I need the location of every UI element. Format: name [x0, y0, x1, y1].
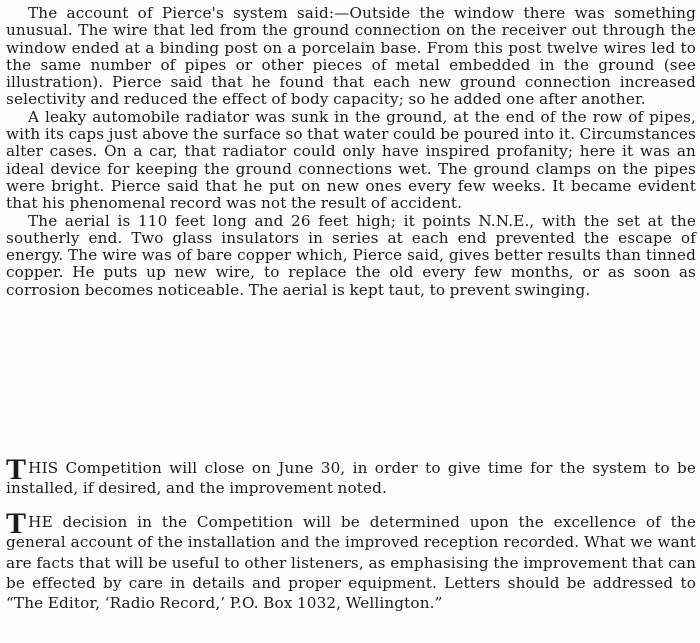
notice-text: HE decision in the Competition will be determined upon the excellence of the general account of the installation and the improved reception recorded. What we want are facts that will be useful to other listeners, as emphasising the improvement that can be effected by care in details and proper equipment. Letters should be addressed to “The Editor, ‘Radio Record,’ P.O. Box 1032, Wellington.”: [6, 513, 696, 613]
notice-text: HIS Competition will close on June 30, in order to give time for the system to be installed, if desired, and the improvement noted.: [6, 459, 696, 497]
article-paragraph-1: The account of Pierce's system said:—Outside the window there was something unusual. The wire that led from the ground connection on the receiver out through the window ended at a binding post on a porcelain base. From this post twelve wires led to the same number of pipes or other pieces of metal embedded in the ground (see illustration). Pierce said that he found that each new ground connection increased selectivity and reduced the effect of body capacity; so he added one after another.: [6, 4, 696, 109]
article-body: [6, 5, 696, 299]
article-paragraph-2: A leaky automobile radiator was sunk in the ground, at the end of the row of pipes, with its caps just above the surface so that water could be poured into it. Circumstances alter cases. On a car, that radiator could only have inspired profanity; here it was an ideal device for keeping the ground connections wet. The ground clamps on the pipes were bright. Pierce said that he put on new ones every few weeks. It became evident that his phenomenal record was not the result of accident.: [6, 107, 696, 213]
drop-cap-initial: T: [6, 507, 27, 540]
drop-cap-initial: T: [6, 453, 27, 486]
competition-close-notice: [6, 453, 696, 498]
competition-decision-notice: [6, 507, 696, 613]
article-paragraph-3: The aerial is 110 feet long and 26 feet high; it points N.N.E., with the set at the southerly end. Two glass insulators in series at each end prevented the escape of energy. The wire was of bare copper which, Pierce said, gives better results than tinned copper. He puts up new wire, to replace the old every few months, or as soon as corrosion becomes noticeable. The aerial is kept taut, to prevent swinging.: [6, 211, 696, 299]
